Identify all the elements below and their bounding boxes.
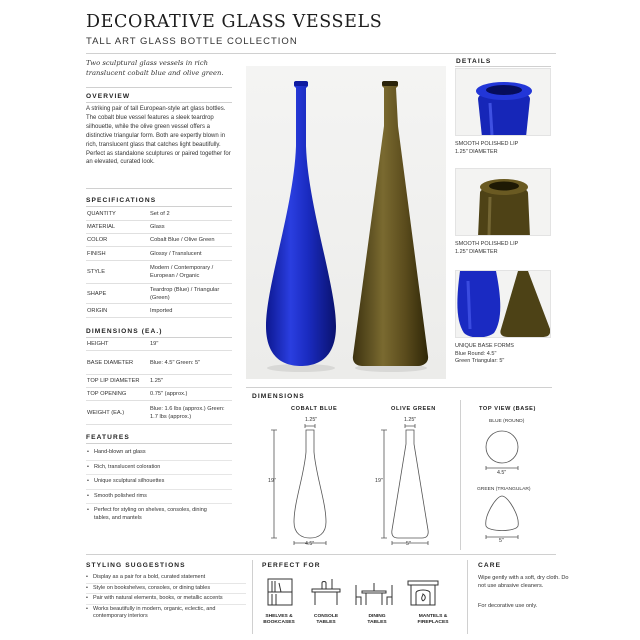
care-divider — [467, 560, 468, 634]
dimension-value: 19" — [150, 341, 159, 347]
blue-diagram-label: COBALT BLUE — [291, 406, 338, 412]
dimension-value: Blue: 1.6 lbs (approx.) Green: 1.7 lbs (approx.) — [150, 405, 225, 420]
spec-value: Imported — [150, 307, 173, 314]
overview-heading: OVERVIEW — [86, 93, 131, 100]
detail-caption — [455, 141, 565, 156]
feature-text: • Unique sculptural silhouettes — [94, 478, 165, 484]
blue-top-line — [305, 424, 315, 428]
blue-outline — [294, 430, 326, 538]
blue-base-dimension: 4.5" — [305, 541, 315, 547]
features-list — [86, 446, 232, 525]
perfect-for-label-line: DINING — [368, 614, 386, 619]
dimension-row — [86, 401, 232, 425]
dimension-row — [86, 375, 232, 388]
dimension-key: BASE DIAMETER — [87, 359, 134, 366]
perfect-for-heading: PERFECT FOR — [262, 562, 321, 569]
dimension-value: 1.25" — [150, 378, 164, 384]
overview-divider — [86, 188, 232, 189]
detail-caption — [455, 241, 565, 256]
feature-item — [86, 504, 232, 525]
dimensions-top-rule — [246, 387, 552, 388]
features-heading: FEATURES — [86, 434, 130, 441]
styling-list — [86, 574, 246, 621]
green-diagram-label: OLIVE GREEN — [391, 406, 436, 412]
blue-top-dimension: 1.25" — [305, 417, 318, 423]
dimension-value: Blue: 4.5" Green: 5" — [150, 359, 201, 366]
spec-value: Teardrop (Blue) / Triangular (Green) — [150, 286, 220, 301]
features-rule — [86, 443, 232, 444]
blue-base-line — [294, 541, 326, 545]
triangular-base-outline — [486, 496, 518, 531]
perfect-for-label-line: TABLES — [316, 620, 336, 626]
spec-value: Cobalt Blue / Olive Green — [150, 237, 215, 243]
details-heading: DETAILS — [456, 58, 492, 65]
intro-divider — [86, 87, 232, 88]
spec-row — [86, 234, 232, 247]
overview-text: A striking pair of tall European-style art glass bottles. The cobalt blue vessel features a sleek teardrop silhouette, while the olive green vessel offers a distinctive triangular form. Both are expertly blown in rich, translucent glass that catches light beautifully. Perfect as standalone sculptures or paired together for an elevated, curated look. — [86, 106, 231, 166]
detail-caption-line: SMOOTH POLISHED LIP — [455, 241, 519, 247]
dimension-row — [86, 388, 232, 401]
dimensions-diagram-heading: DIMENSIONS — [252, 393, 305, 400]
feature-item — [86, 446, 232, 461]
round-base-outline — [486, 431, 518, 463]
perfect-for-label-line: CONSOLE — [313, 614, 339, 619]
intro-text: Two sculptural glass vessels in rich translucent cobalt blue and olive green. — [86, 59, 224, 77]
base-forms-closeup — [456, 271, 551, 338]
specifications-table — [86, 207, 232, 318]
care-text: Wipe gently with a soft, dry cloth. Do not use abrasive cleaners. — [478, 575, 569, 589]
feature-text: • Hand-blown art glass — [94, 449, 146, 455]
styling-item: • Pair with natural elements, books, or metallic accents — [86, 594, 246, 605]
dimension-row — [86, 338, 232, 351]
green-top-dimension: 1.25" — [404, 417, 417, 423]
spec-key: COLOR — [87, 237, 108, 243]
spec-value: Glass — [150, 224, 165, 230]
blue-lip-closeup — [456, 69, 551, 136]
olive-green-bottle — [353, 82, 428, 366]
feature-item — [86, 490, 232, 505]
console-table-icon — [312, 579, 340, 605]
styling-heading: STYLING SUGGESTIONS — [86, 562, 186, 569]
dimension-value: 0.75" (approx.) — [150, 391, 188, 397]
product-photo — [246, 66, 446, 379]
care-heading: CARE — [478, 562, 502, 569]
styling-text: Display as a pair for a bold, curated statement — [93, 574, 206, 580]
perfect-for-label-line: SHELVES & — [265, 614, 293, 619]
spec-key: MATERIAL — [87, 224, 116, 230]
blue-height-line — [271, 430, 277, 538]
detail-caption-line: 1.25" DIAMETER — [455, 148, 498, 155]
spec-value: Set of 2 — [150, 210, 170, 217]
perfect-for-mantels-label — [411, 614, 455, 627]
green-lip — [382, 81, 398, 86]
feature-text: • Rich, translucent coloration — [94, 463, 161, 470]
green-base-line — [392, 541, 428, 545]
dimension-key: TOP OPENING — [87, 391, 127, 397]
detail-lip-blue-image — [455, 68, 551, 136]
feature-item — [86, 475, 232, 490]
bottom-divider — [86, 554, 556, 555]
feature-text: • Perfect for styling on shelves, consoles, dining tables, and mantels — [94, 507, 207, 521]
spec-row — [86, 247, 232, 261]
spec-key: ORIGIN — [87, 307, 108, 314]
green-base-dimension: 5" — [406, 541, 411, 547]
detail-caption-line: 1.25" DIAMETER — [455, 248, 498, 255]
specifications-heading: SPECIFICATIONS — [86, 197, 157, 204]
styling-item: • Works beautifully in modern, organic, eclectic, and contemporary interiors — [86, 605, 246, 621]
dimensions-table-heading: DIMENSIONS (EA.) — [86, 328, 163, 335]
dimension-key: WEIGHT (EA.) — [87, 409, 125, 416]
spec-key: SHAPE — [87, 290, 107, 297]
styling-item: • Style on bookshelves, consoles, or dining tables — [86, 584, 246, 595]
perfect-for-label-line: BOOKCASES — [263, 620, 295, 626]
fireplace-icon — [408, 581, 438, 605]
styling-text: Pair with natural elements, books, or metallic accents — [93, 595, 223, 601]
perfect-for-label-line: MANTELS & — [418, 614, 448, 619]
spec-row — [86, 304, 232, 318]
perfect-for-icons — [258, 571, 458, 611]
cobalt-blue-bottle — [266, 82, 336, 366]
perfect-for-console-label — [304, 614, 348, 627]
bottles-illustration — [246, 66, 446, 379]
blue-height-dimension: 19" — [268, 478, 276, 484]
page-title: DECORATIVE GLASS VESSELS — [86, 12, 383, 32]
care-note: For decorative use only. — [478, 603, 538, 609]
detail-caption-line: Green Triangular: 5" — [455, 358, 505, 364]
styling-item: • Display as a pair for a bold, curated statement — [86, 574, 246, 584]
blue-lip — [294, 81, 308, 86]
spec-row — [86, 207, 232, 221]
dimension-key: TOP LIP DIAMETER — [87, 378, 140, 384]
dining-table-icon — [356, 583, 392, 605]
dimension-row — [86, 351, 232, 375]
spec-value: Modern / Contemporary / European / Organic — [150, 265, 214, 279]
spec-key: STYLE — [87, 269, 106, 275]
spec-row — [86, 221, 232, 234]
perfect-for-shelves-label — [257, 614, 301, 627]
blue-round-label: BLUE (ROUND) — [489, 419, 525, 424]
dimension-key: HEIGHT — [87, 341, 109, 347]
feature-item — [86, 461, 232, 476]
page-subtitle: TALL ART GLASS BOTTLE COLLECTION — [86, 36, 298, 47]
blue-round-size: 4.5" — [497, 470, 507, 476]
top-view-heading: TOP VIEW (BASE) — [479, 406, 536, 412]
detail-lip-green-image — [455, 168, 551, 236]
spec-key: QUANTITY — [87, 210, 116, 217]
green-outline — [392, 430, 428, 538]
perfect-for-dining-label — [355, 614, 399, 627]
green-triangular-label: GREEN (TRIANGULAR) — [477, 487, 531, 492]
spec-row — [86, 284, 232, 304]
green-height-line — [381, 430, 387, 538]
green-lip-closeup — [456, 169, 551, 236]
perfect-for-label-line: TABLES — [367, 620, 387, 626]
detail-base-image — [455, 270, 551, 338]
feature-text: • Smooth polished rims — [94, 492, 147, 499]
perfect-for-label-line: FIREPLACES — [417, 620, 449, 626]
header-divider — [86, 53, 556, 54]
detail-caption-line: Blue Round: 4.5" — [455, 350, 497, 357]
details-rule — [455, 66, 551, 67]
styling-text: Works beautifully in modern, organic, eclectic, and contemporary interiors — [93, 605, 216, 619]
spec-row — [86, 261, 232, 284]
dimensions-table — [86, 338, 232, 425]
perfect-for-divider — [252, 560, 253, 634]
green-top-line — [405, 424, 415, 428]
spec-value: Glossy / Translucent — [150, 250, 202, 257]
detail-caption-line: SMOOTH POLISHED LIP — [455, 141, 519, 147]
spec-key: FINISH — [87, 250, 106, 257]
overview-rule — [86, 102, 232, 103]
green-height-dimension: 19" — [375, 478, 383, 484]
detail-caption — [455, 343, 565, 366]
green-triangular-size: 5" — [499, 538, 504, 544]
detail-caption-line: UNIQUE BASE FORMS — [455, 343, 514, 349]
styling-text: Style on bookshelves, consoles, or dining tables — [93, 584, 211, 591]
bookshelf-icon — [268, 579, 292, 605]
